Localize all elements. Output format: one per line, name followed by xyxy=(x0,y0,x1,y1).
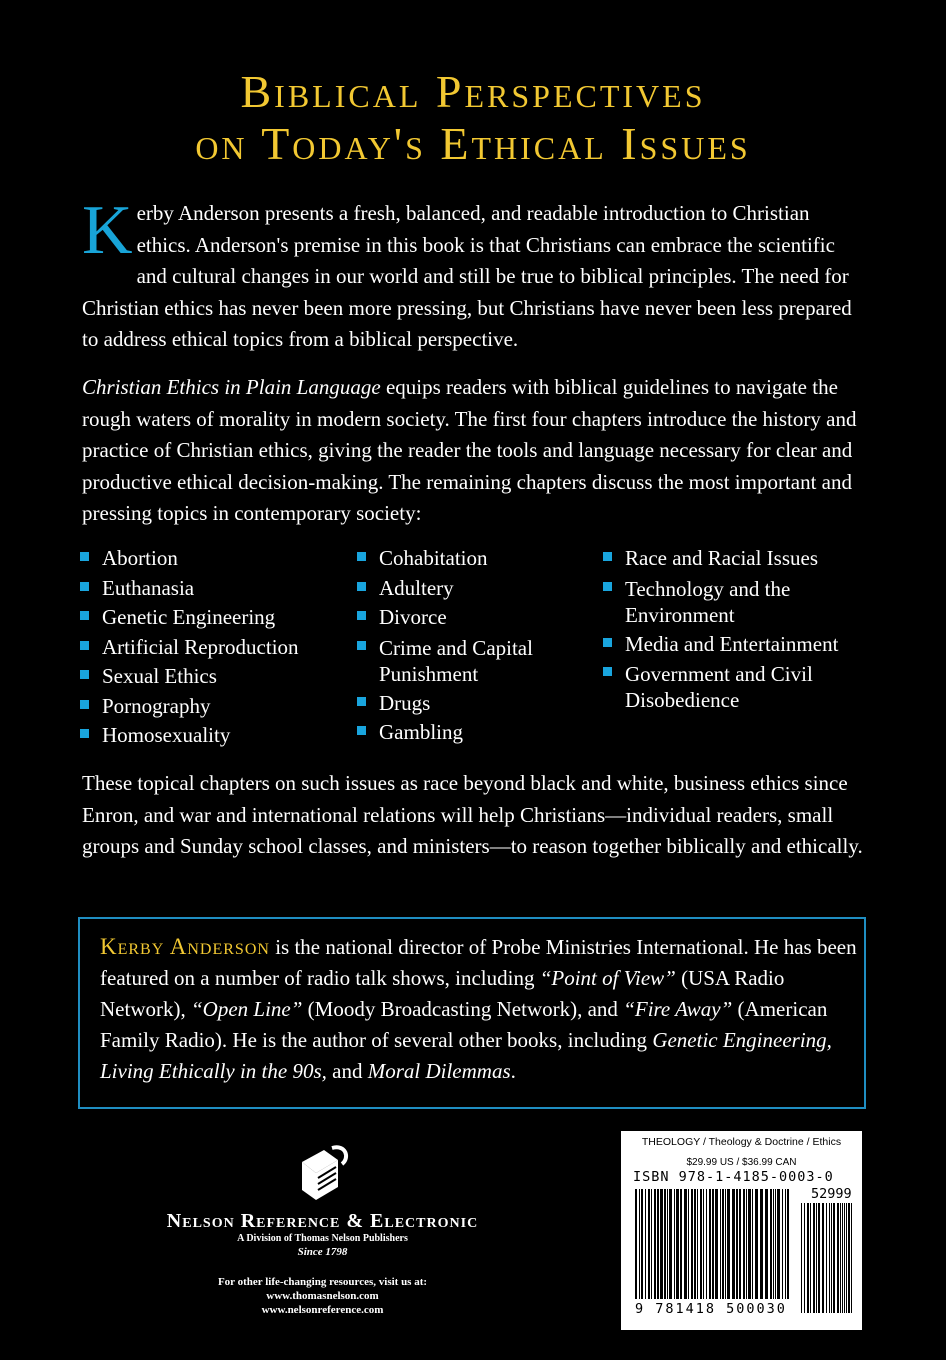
barcode-bar xyxy=(709,1189,711,1299)
list-item: Crime and Capital Punishment xyxy=(357,633,587,689)
square-bullet-icon xyxy=(80,611,89,620)
barcode-bar xyxy=(727,1189,730,1299)
intro-text: erby Anderson presents a fresh, balanced, and readable introduction to Christian ethics. Anderson's premise in this book is that Christians can embrace the scientific and cultural changes in our world and still be true to biblical principles. The need for Christian ethics has never been more pressing, but Christians have never been less prepared to address ethical topics from a biblical perspective. xyxy=(82,201,852,351)
barcode-bar xyxy=(703,1189,704,1299)
barcode-bar xyxy=(748,1189,751,1299)
square-bullet-icon xyxy=(603,638,612,647)
barcode-bar xyxy=(765,1189,768,1299)
summary-paragraph xyxy=(82,372,868,530)
title-line-2: on Today's Ethical Issues xyxy=(195,118,751,169)
list-item: Genetic Engineering xyxy=(80,603,340,633)
barcode-bar xyxy=(657,1189,659,1299)
square-bullet-icon xyxy=(80,641,89,650)
barcode-bar xyxy=(743,1189,745,1299)
barcode-bar xyxy=(694,1189,696,1299)
square-bullet-icon xyxy=(357,641,366,650)
square-bullet-icon xyxy=(603,667,612,676)
barcode-bar xyxy=(773,1189,774,1299)
barcode-bar xyxy=(706,1189,707,1299)
list-item: Technology and the Environment xyxy=(603,574,883,630)
barcode-bar xyxy=(840,1203,841,1313)
list-item: Sexual Ethics xyxy=(80,662,340,692)
url-link[interactable]: www.nelsonreference.com xyxy=(261,1304,384,1316)
barcode-bar xyxy=(760,1189,763,1299)
barcode-bar xyxy=(648,1189,650,1299)
barcode-bar xyxy=(722,1189,724,1299)
barcode-bar xyxy=(674,1189,675,1299)
barcode-price: $29.99 US / $36.99 CAN xyxy=(686,1157,797,1168)
barcode-bar xyxy=(691,1189,693,1299)
list-item: Pornography xyxy=(80,692,340,722)
list-item: Artificial Reproduction xyxy=(80,633,340,663)
square-bullet-icon xyxy=(603,552,612,561)
author-bio: Kerby Anderson is the national director of Probe Ministries International. He has been featured on a number of radio talk shows, including “Point of View” (USA Radio Network), “Open Line” (Moody Broadcasting Network), and “Fire Away” (American Family Radio). He is the author of several other books, including Genetic Engineering, Living Ethically in the 90s, and Moral Dilemmas. xyxy=(100,934,857,1083)
barcode-bar xyxy=(831,1203,832,1313)
barcode-bar xyxy=(801,1203,802,1313)
barcode-bar xyxy=(851,1203,852,1313)
barcode-bar xyxy=(816,1203,817,1313)
barcode-bar xyxy=(807,1203,809,1313)
barcode-bar xyxy=(664,1189,666,1299)
barcode-bar xyxy=(635,1189,637,1299)
barcode-bar xyxy=(837,1203,839,1313)
square-bullet-icon xyxy=(357,552,366,561)
publisher-division: A Division of Thomas Nelson Publishers xyxy=(237,1233,408,1244)
barcode-bar xyxy=(684,1189,687,1299)
square-bullet-icon xyxy=(80,582,89,591)
barcode-addon: 52999 xyxy=(811,1186,852,1202)
list-item: Government and Civil Disobedience xyxy=(603,659,883,713)
list-item: Race and Racial Issues xyxy=(603,544,883,574)
barcode-bar xyxy=(813,1203,815,1313)
list-item: Cohabitation xyxy=(357,544,587,574)
barcode-bar xyxy=(645,1189,646,1299)
barcode-bar xyxy=(804,1203,805,1313)
author-name: Kerby Anderson xyxy=(100,934,270,959)
barcode-bar xyxy=(844,1203,845,1313)
publisher-since: Since 1798 xyxy=(297,1246,348,1258)
barcode-bar xyxy=(746,1189,747,1299)
square-bullet-icon xyxy=(357,582,366,591)
barcode-bar xyxy=(720,1189,721,1299)
square-bullet-icon xyxy=(357,697,366,706)
square-bullet-icon xyxy=(80,729,89,738)
barcode-bar xyxy=(697,1189,698,1299)
publisher-name: Nelson Reference & Electronic xyxy=(166,1210,479,1232)
barcode-bar xyxy=(822,1203,824,1313)
barcode-bar xyxy=(755,1189,758,1299)
square-bullet-icon xyxy=(357,726,366,735)
barcode-bar xyxy=(833,1203,835,1313)
list-item: Homosexuality xyxy=(80,721,340,751)
barcode-bar xyxy=(715,1189,718,1299)
barcode-bar xyxy=(667,1189,668,1299)
barcode-digits: 9 781418 500030 xyxy=(635,1301,787,1317)
list-item: Gambling xyxy=(357,718,587,748)
barcode-bar xyxy=(810,1203,811,1313)
square-bullet-icon xyxy=(80,552,89,561)
topic-list-col1 xyxy=(80,544,340,751)
barcode-bar xyxy=(736,1189,738,1299)
barcode-bar xyxy=(732,1189,735,1299)
list-item: Adultery xyxy=(357,574,587,604)
square-bullet-icon xyxy=(80,670,89,679)
barcode-bar xyxy=(676,1189,679,1299)
barcode-bar xyxy=(787,1189,789,1299)
barcode-bar xyxy=(785,1189,786,1299)
barcode-panel xyxy=(621,1131,862,1330)
barcode-bar xyxy=(846,1203,847,1313)
barcode-bar xyxy=(842,1203,843,1313)
barcode-bar xyxy=(712,1189,714,1299)
barcode-isbn: ISBN 978-1-4185-0003-0 xyxy=(633,1169,834,1185)
barcode-bar xyxy=(660,1189,663,1299)
list-item: Divorce xyxy=(357,603,587,633)
barcode-bar xyxy=(739,1189,741,1299)
closing-paragraph: These topical chapters on such issues as race beyond black and white, business ethics since Enron, and war and international relations will help Christians—individual readers, small groups and Sunday school classes, and ministers—to reason together biblically and ethically. xyxy=(82,771,863,858)
book-title-italic: Christian Ethics in Plain Language xyxy=(82,375,381,399)
barcode-bar xyxy=(669,1189,672,1299)
barcode-bar xyxy=(818,1203,820,1313)
publisher-block xyxy=(150,1140,495,1317)
barcode-bar xyxy=(777,1189,780,1299)
barcode-bar xyxy=(651,1189,652,1299)
square-bullet-icon xyxy=(357,611,366,620)
drop-cap: K xyxy=(82,192,133,269)
book-logo-icon xyxy=(288,1140,358,1210)
barcode-bar xyxy=(770,1189,772,1299)
barcode-bar xyxy=(782,1189,783,1299)
barcode-bar xyxy=(829,1203,830,1313)
cover-title xyxy=(0,66,946,170)
square-bullet-icon xyxy=(80,700,89,709)
list-item: Drugs xyxy=(357,689,587,719)
intro-paragraph xyxy=(82,192,868,356)
title-line-1: Biblical Perspectives xyxy=(240,66,706,117)
list-item: Media and Entertainment xyxy=(603,630,883,660)
list-item: Abortion xyxy=(80,544,340,574)
barcode-bar xyxy=(654,1189,656,1299)
barcode-bar xyxy=(641,1189,643,1299)
summary-text: equips readers with biblical guidelines to navigate the rough waters of morality in modern society. The first four chapters introduce the history and practice of Christian ethics, giving the reader the tools and language necessary for clear and productive ethical decision-making. The remaining chapters discuss the most important and pressing topics in contemporary society: xyxy=(82,375,857,525)
publisher-urls: For other life-changing resources, visit us at: www.thomasnelson.com www.nelsonreference.com xyxy=(150,1275,495,1317)
square-bullet-icon xyxy=(603,582,612,591)
url-link[interactable]: www.thomasnelson.com xyxy=(266,1290,379,1302)
barcode-bar xyxy=(775,1189,776,1299)
topic-list-col2 xyxy=(357,544,587,748)
barcode-category: THEOLOGY / Theology & Doctrine / Ethics xyxy=(641,1136,842,1148)
barcode-bar xyxy=(848,1203,850,1313)
author-bio-box xyxy=(78,917,866,1109)
barcode-bar xyxy=(826,1203,827,1313)
barcode-bar xyxy=(688,1189,689,1299)
barcode-bar xyxy=(680,1189,682,1299)
list-item: Euthanasia xyxy=(80,574,340,604)
barcode-bar xyxy=(639,1189,640,1299)
topic-list-col3 xyxy=(603,544,883,713)
barcode-bar xyxy=(700,1189,702,1299)
barcode-bar xyxy=(752,1189,753,1299)
barcode-bar xyxy=(725,1189,726,1299)
